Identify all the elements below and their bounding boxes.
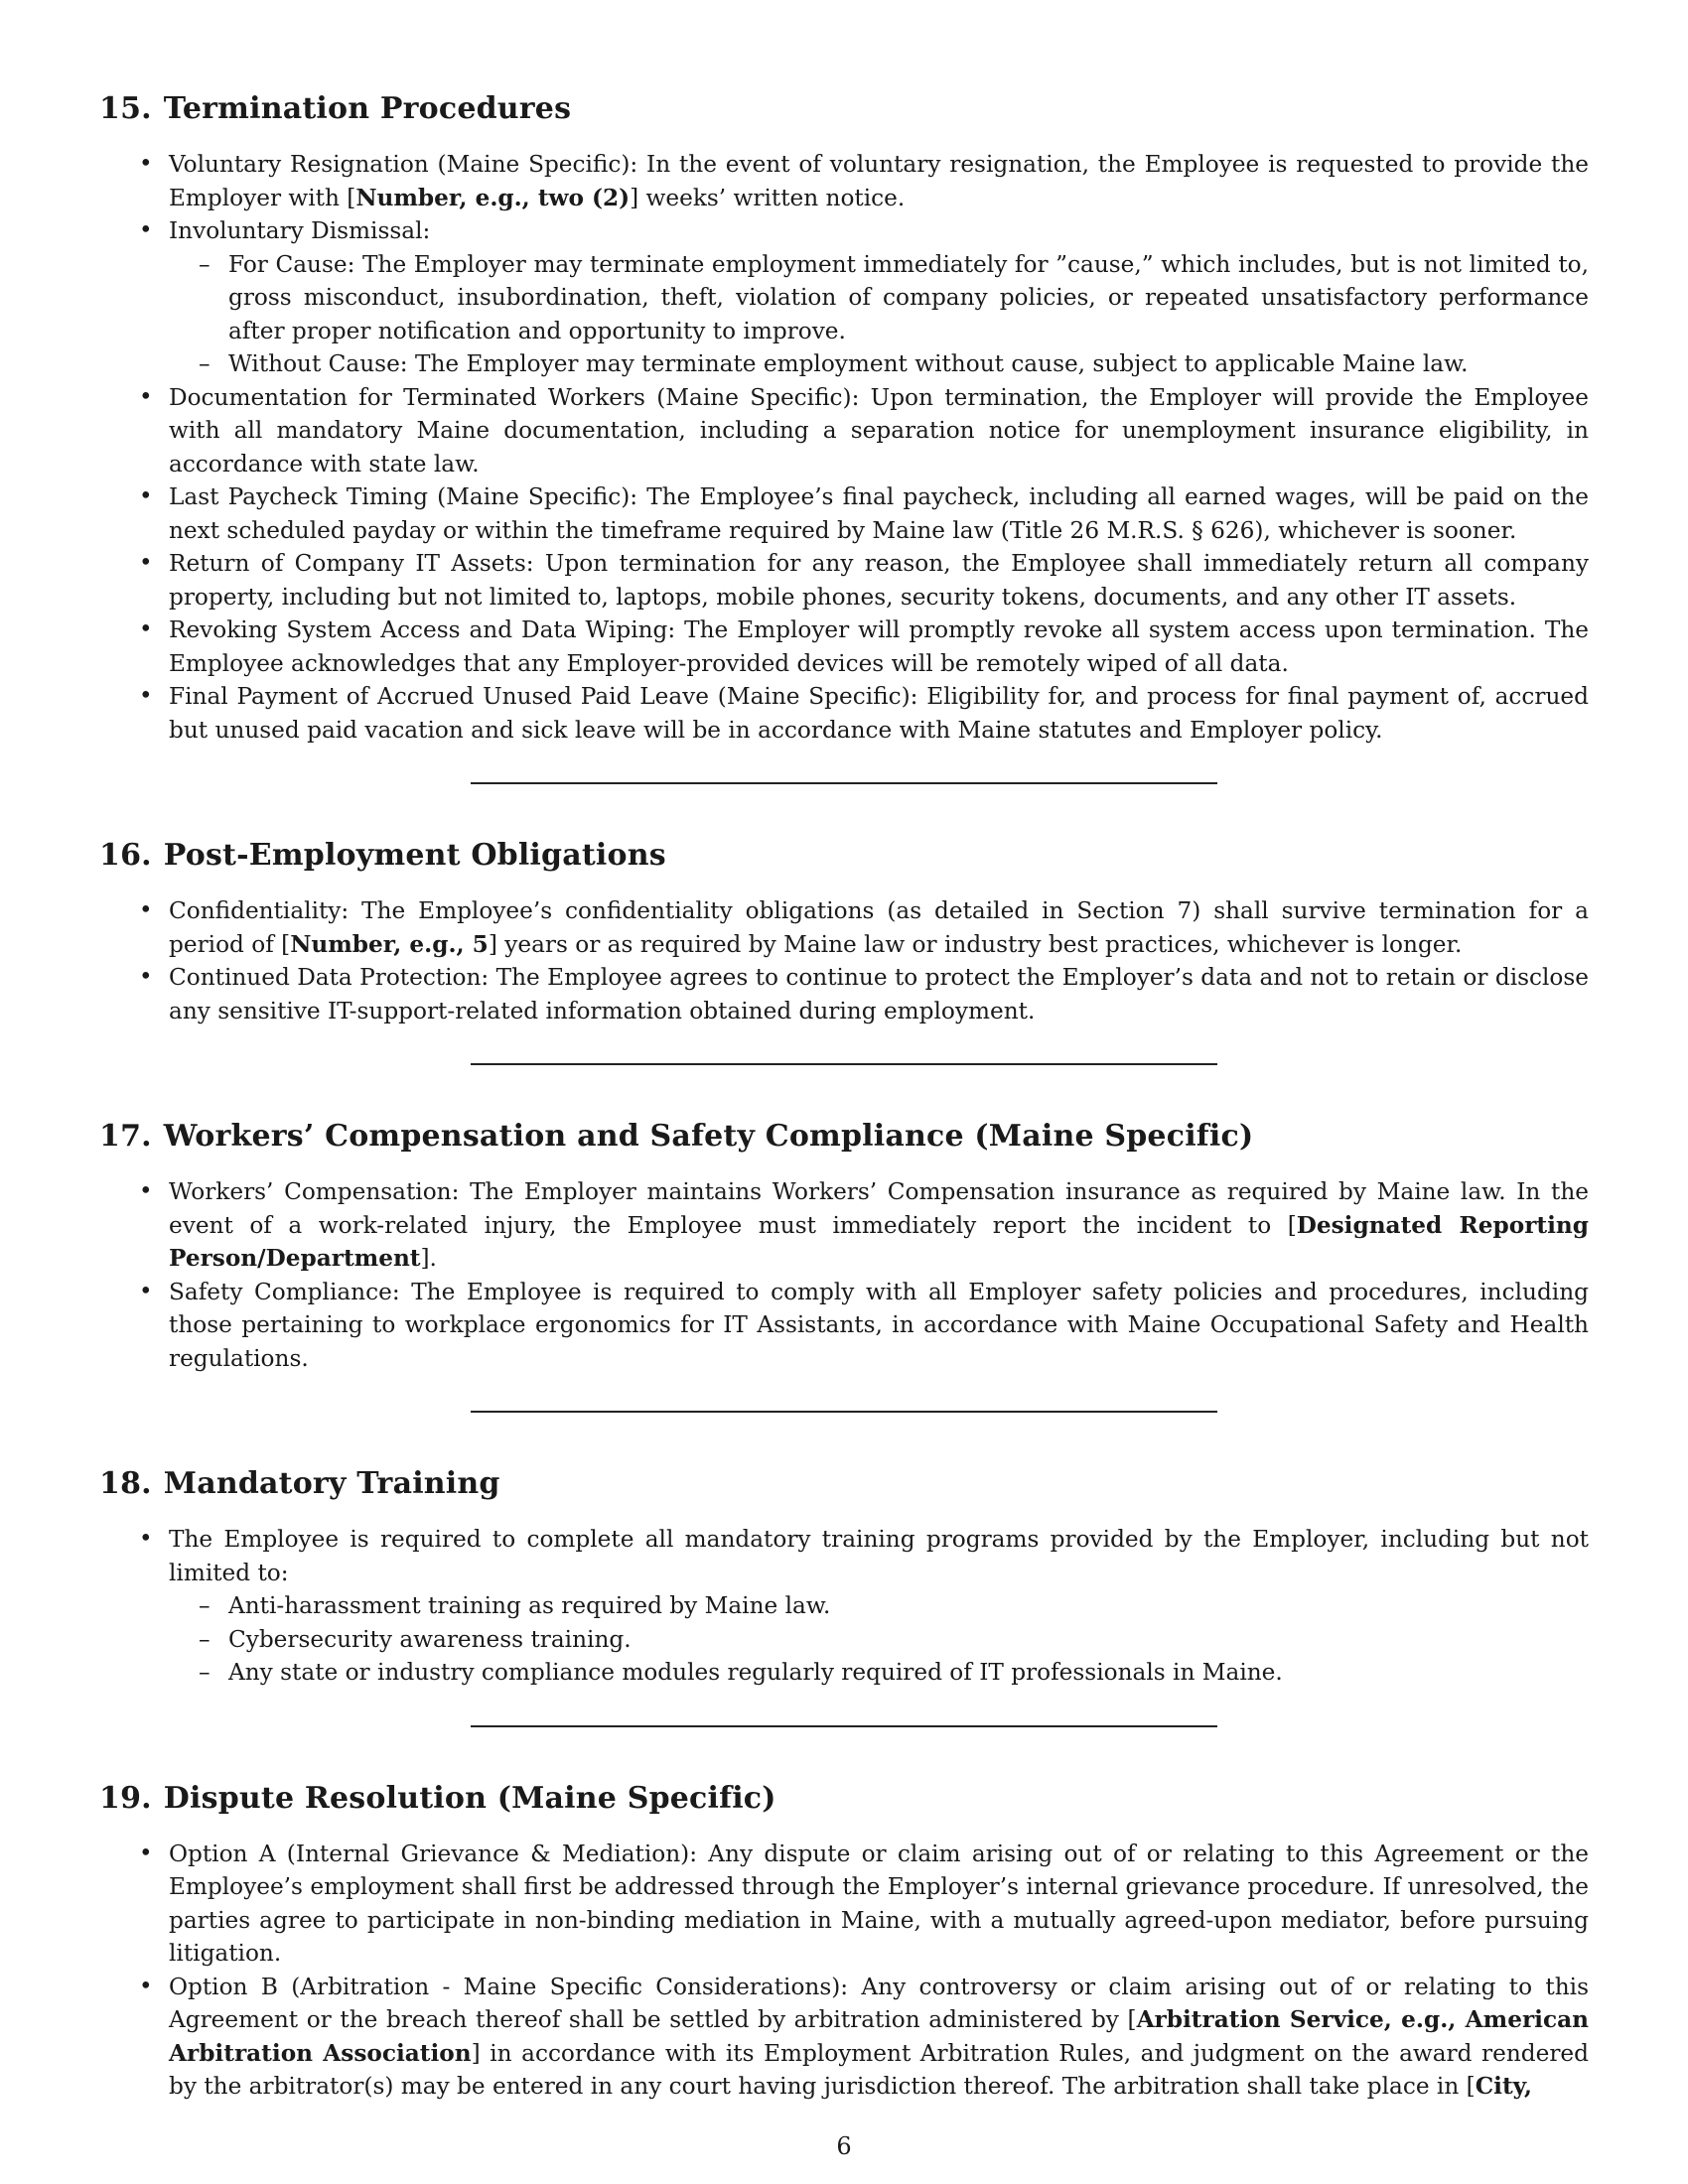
bullet-icon: • — [139, 550, 153, 576]
list-item: • Documentation for Terminated Workers (Maine Specific): Upon termination, the Employer will provide the Employee with all mandatory Maine documentation, including a separation notice for unemployment insurance eligibility, in accordance with state law. — [99, 381, 1589, 481]
section-title: Post-Employment Obligations — [163, 838, 666, 873]
bullet-icon: • — [139, 1526, 153, 1552]
list-item: • Voluntary Resignation (Maine Specific): In the event of voluntary resignation, the Employee is requested to provide the Employer with [Number, e.g., two (2)] weeks’ written notice. — [99, 148, 1589, 214]
bullet-list — [99, 1175, 1589, 1375]
list-item: • Option A (Internal Grievance & Mediation): Any dispute or claim arising out of or relating to this Agreement or the Employee’s employment shall first be addressed through the Employer’s internal grievance procedure. If unresolved, the parties agree to participate in non-binding mediation in Maine, with a mutually agreed-upon mediator, before pursuing litigation. — [99, 1838, 1589, 1971]
dash-icon: – — [199, 1592, 211, 1619]
placeholder-field: Designated Reporting Person/Department — [169, 1211, 1590, 1272]
bullet-icon: • — [139, 1278, 153, 1304]
bullet-list — [99, 1838, 1589, 2104]
bullet-icon: • — [139, 964, 153, 990]
sub-list-item: – For Cause: The Employer may terminate employment immediately for ”cause,” which includes, but is not limited to, gross misconduct, insubordination, theft, violation of company policies, or repeated unsatisfactory performance after proper notification and opportunity to improve. — [169, 248, 1589, 348]
document-page — [99, 91, 1589, 2104]
sub-list-item: – Any state or industry compliance modules regularly required of IT professionals in Maine. — [169, 1656, 1589, 1690]
section-heading — [99, 1466, 1589, 1501]
section-15 — [99, 91, 1589, 838]
bullet-icon: • — [139, 151, 153, 177]
dash-icon: – — [199, 1659, 211, 1686]
section-title: Mandatory Training — [163, 1466, 500, 1501]
list-item: • Option B (Arbitration - Maine Specific Considerations): Any controversy or claim arising out of or relating to this Agreement or the breach thereof shall be settled by arbitration administered by [Arbitration Service, e.g., American Arbitration Association] in accordance with its Employment Arbitration Rules, and judgment on the award rendered by the arbitrator(s) may be entered in any court having jurisdiction thereof. The arbitration shall take place in [City, — [99, 1971, 1589, 2104]
page-number: 6 — [836, 2132, 852, 2160]
list-item: • Last Paycheck Timing (Maine Specific): The Employee’s final paycheck, including all earned wages, will be paid on the next scheduled payday or within the timeframe required by Maine law (Title 26 M.R.S. § 626), whichever is sooner. — [99, 480, 1589, 547]
list-item: • Continued Data Protection: The Employee agrees to continue to protect the Employer’s data and not to retain or disclose any sensitive IT-support-related information obtained during employment. — [99, 961, 1589, 1027]
bullet-list — [99, 148, 1589, 747]
section-number: 16. — [99, 838, 152, 873]
dash-icon: – — [199, 350, 211, 377]
placeholder-field: City, — [1475, 2073, 1533, 2100]
section-title: Dispute Resolution (Maine Specific) — [163, 1780, 776, 1816]
bullet-icon: • — [139, 217, 153, 243]
list-item: • Final Payment of Accrued Unused Paid Leave (Maine Specific): Eligibility for, and process for final payment of, accrued but unused paid vacation and sick leave will be in accordance with Maine statutes and Employer policy. — [99, 680, 1589, 747]
dash-icon: – — [199, 1625, 211, 1653]
section-18 — [99, 1466, 1589, 1781]
list-item: • Safety Compliance: The Employee is required to comply with all Employer safety policies and procedures, including those pertaining to workplace ergonomics for IT Assistants, in accordance with Maine Occupational Safety and Health regulations. — [99, 1276, 1589, 1376]
bullet-list — [99, 894, 1589, 1027]
placeholder-field: Number, e.g., two (2) — [355, 184, 631, 211]
bullet-icon: • — [139, 683, 153, 709]
section-number: 15. — [99, 91, 152, 126]
list-item: • The Employee is required to complete all mandatory training programs provided by the Employer, including but not limited to: – Anti-harassment training as required by Maine law. – Cybersecurity awareness training. – Any state or industry compliance modules regularly required of IT professionals in Maine. — [99, 1523, 1589, 1690]
bullet-icon: • — [139, 1840, 153, 1866]
list-item: • Confidentiality: The Employee’s confidentiality obligations (as detailed in Section 7) shall survive termination for a period of [Number, e.g., 5] years or as required by Maine law or industry best practices, whichever is longer. — [99, 894, 1589, 961]
sub-list-item: – Anti-harassment training as required by Maine law. — [169, 1589, 1589, 1623]
section-heading — [99, 1781, 1589, 1816]
sub-list — [169, 248, 1589, 381]
section-17 — [99, 1119, 1589, 1466]
section-heading — [99, 1119, 1589, 1154]
bullet-icon: • — [139, 616, 153, 642]
section-19 — [99, 1781, 1589, 2104]
section-16 — [99, 838, 1589, 1119]
section-heading — [99, 91, 1589, 126]
section-number: 19. — [99, 1780, 152, 1816]
bullet-list — [99, 1523, 1589, 1690]
dash-icon: – — [199, 250, 211, 278]
sub-list — [169, 1589, 1589, 1690]
list-item: • Revoking System Access and Data Wiping: The Employer will promptly revoke all system access upon termination. The Employee acknowledges that any Employer-provided devices will be remotely wiped of all data. — [99, 614, 1589, 680]
section-number: 18. — [99, 1466, 152, 1501]
list-item: • Workers’ Compensation: The Employer maintains Workers’ Compensation insurance as required by Maine law. In the event of a work-related injury, the Employee must immediately report the incident to [Designated Reporting Person/Department]. — [99, 1175, 1589, 1276]
bullet-icon: • — [139, 383, 153, 410]
section-title: Termination Procedures — [163, 91, 572, 126]
bullet-icon: • — [139, 897, 153, 923]
bullet-icon: • — [139, 483, 153, 509]
list-item: • Involuntary Dismissal: – For Cause: The Employer may terminate employment immediately for ”cause,” which includes, but is not limited to, gross misconduct, insubordination, theft, violation of company policies, or repeated unsatisfactory performance after proper notification and opportunity to improve. – Without Cause: The Employer may terminate employment without cause, subject to applicable Maine law. — [99, 214, 1589, 381]
placeholder-field: Number, e.g., 5 — [290, 930, 489, 958]
list-item: • Return of Company IT Assets: Upon termination for any reason, the Employee shall immediately return all company property, including but not limited to, laptops, mobile phones, security tokens, documents, and any other IT assets. — [99, 547, 1589, 614]
sub-list-item: – Without Cause: The Employer may terminate employment without cause, subject to applicable Maine law. — [169, 347, 1589, 381]
bullet-icon: • — [139, 1973, 153, 1999]
bullet-icon: • — [139, 1178, 153, 1204]
section-title: Workers’ Compensation and Safety Compliance (Maine Specific) — [163, 1119, 1254, 1154]
section-number: 17. — [99, 1119, 152, 1154]
section-heading — [99, 838, 1589, 873]
placeholder-field: Arbitration Service, e.g., American Arbitration Association — [169, 2006, 1589, 2067]
sub-list-item: – Cybersecurity awareness training. — [169, 1623, 1589, 1657]
